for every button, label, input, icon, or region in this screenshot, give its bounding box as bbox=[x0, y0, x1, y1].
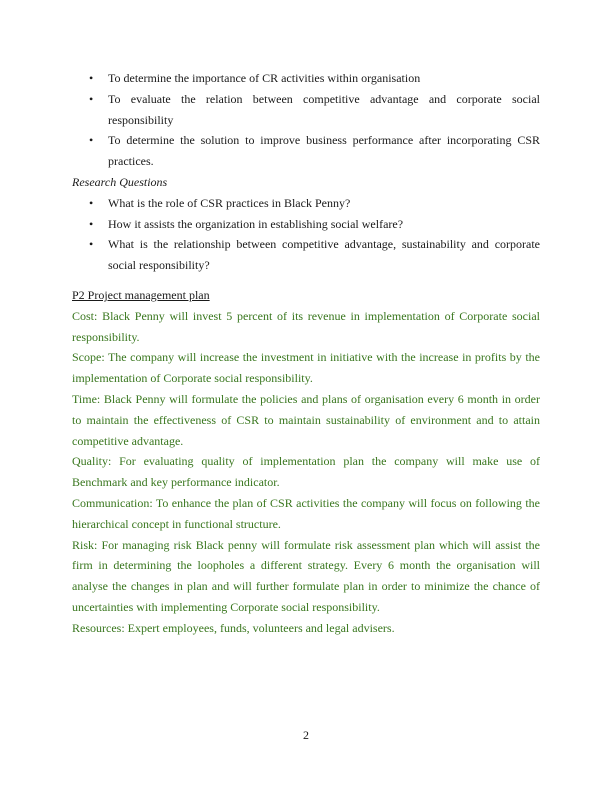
research-questions-list bbox=[72, 193, 540, 276]
list-item: • To determine the importance of CR activities within organisation bbox=[72, 68, 540, 89]
list-item: • What is the role of CSR practices in Black Penny? bbox=[72, 193, 540, 214]
section-title: P2 Project management plan bbox=[72, 287, 210, 302]
list-item: • What is the relationship between competitive advantage, sustainability and corporate social responsibility? bbox=[72, 234, 540, 276]
list-item: • How it assists the organization in establishing social welfare? bbox=[72, 214, 540, 235]
plan-paragraph: Scope: The company will increase the investment in initiative with the increase in profits by the implementation of Corporate social responsibility. bbox=[72, 350, 540, 386]
plan-paragraph: Time: Black Penny will formulate the policies and plans of organisation every 6 month in order to maintain the effectiveness of CSR to maintain sustainability of environment and to attain competitive advantage. bbox=[72, 391, 540, 448]
list-item: • To evaluate the relation between competitive advantage and corporate social responsibility bbox=[72, 89, 540, 131]
plan-paragraph: Risk: For managing risk Black penny will formulate risk assessment plan which will assist the firm in determining the loopholes a different strategy. Every 6 month the organisation will analyse the changes in plan and will further formulate plan in order to minimize the chance of uncertainties with implementing Corporate social responsibility. bbox=[72, 537, 540, 614]
plan-paragraph: Communication: To enhance the plan of CSR activities the company will focus on following the hierarchical concept in functional structure. bbox=[72, 495, 540, 531]
page-number: 2 bbox=[303, 728, 309, 742]
plan-paragraph: Cost: Black Penny will invest 5 percent of its revenue in implementation of Corporate social responsibility. bbox=[72, 308, 540, 344]
list-item: • To determine the solution to improve business performance after incorporating CSR practices. bbox=[72, 130, 540, 172]
document-page bbox=[72, 68, 540, 639]
plan-body bbox=[72, 306, 540, 639]
research-questions-heading: Research Questions bbox=[72, 174, 168, 189]
spacer bbox=[72, 276, 540, 285]
objectives-list bbox=[72, 68, 540, 172]
plan-paragraph: Resources: Expert employees, funds, volunteers and legal advisers. bbox=[72, 620, 395, 635]
plan-paragraph: Quality: For evaluating quality of implementation plan the company will make use of Benchmark and key performance indicator. bbox=[72, 454, 540, 490]
